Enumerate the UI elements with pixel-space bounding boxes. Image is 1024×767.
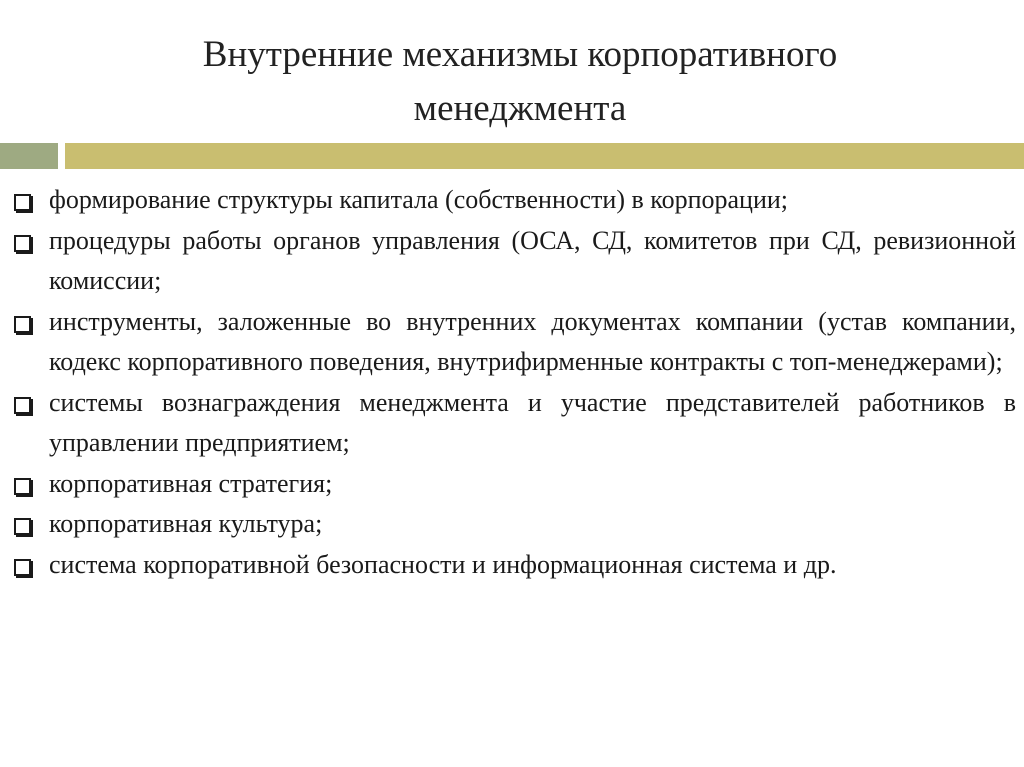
list-item-text: система корпоративной безопасности и информационная система и др. xyxy=(49,549,837,579)
slide-title-line-2: менеджмента xyxy=(413,88,627,129)
slide-title xyxy=(90,28,950,136)
list-item xyxy=(12,302,1016,383)
list-item-text: процедуры работы органов управления (ОСА, СД, комитетов при СД, ревизионной комиссии; xyxy=(49,225,1016,295)
checkbox-bullet-icon xyxy=(14,316,31,333)
list-item-text: формирование структуры капитала (собственности) в корпорации; xyxy=(49,185,788,214)
list-item xyxy=(12,180,1016,221)
checkbox-bullet-icon xyxy=(14,235,31,252)
list-item xyxy=(12,464,1016,505)
checkbox-bullet-icon xyxy=(14,478,31,495)
checkbox-bullet-icon xyxy=(14,559,31,576)
slide-title-line-1: Внутренние механизмы корпоративного xyxy=(202,34,838,75)
list-item-text: системы вознаграждения менеджмента и участие представителей работников в управлении предприятием; xyxy=(49,387,1016,457)
list-item-text: корпоративная культура; xyxy=(49,509,323,538)
decorative-bar-right xyxy=(65,143,1024,169)
decorative-bar-left xyxy=(0,143,58,169)
bullet-list xyxy=(12,180,1016,585)
checkbox-bullet-icon xyxy=(14,397,31,414)
list-item xyxy=(12,383,1016,464)
checkbox-bullet-icon xyxy=(14,518,31,535)
list-item-text: корпоративная стратегия; xyxy=(49,468,333,498)
list-item-text: инструменты, заложенные во внутренних документах компании (устав компании, кодекс корпоративного поведения, внутрифирменные контракты с топ-менеджерами); xyxy=(49,306,1016,376)
list-item xyxy=(12,504,1016,545)
list-item xyxy=(12,221,1016,302)
list-item xyxy=(12,545,1016,586)
checkbox-bullet-icon xyxy=(14,194,31,211)
